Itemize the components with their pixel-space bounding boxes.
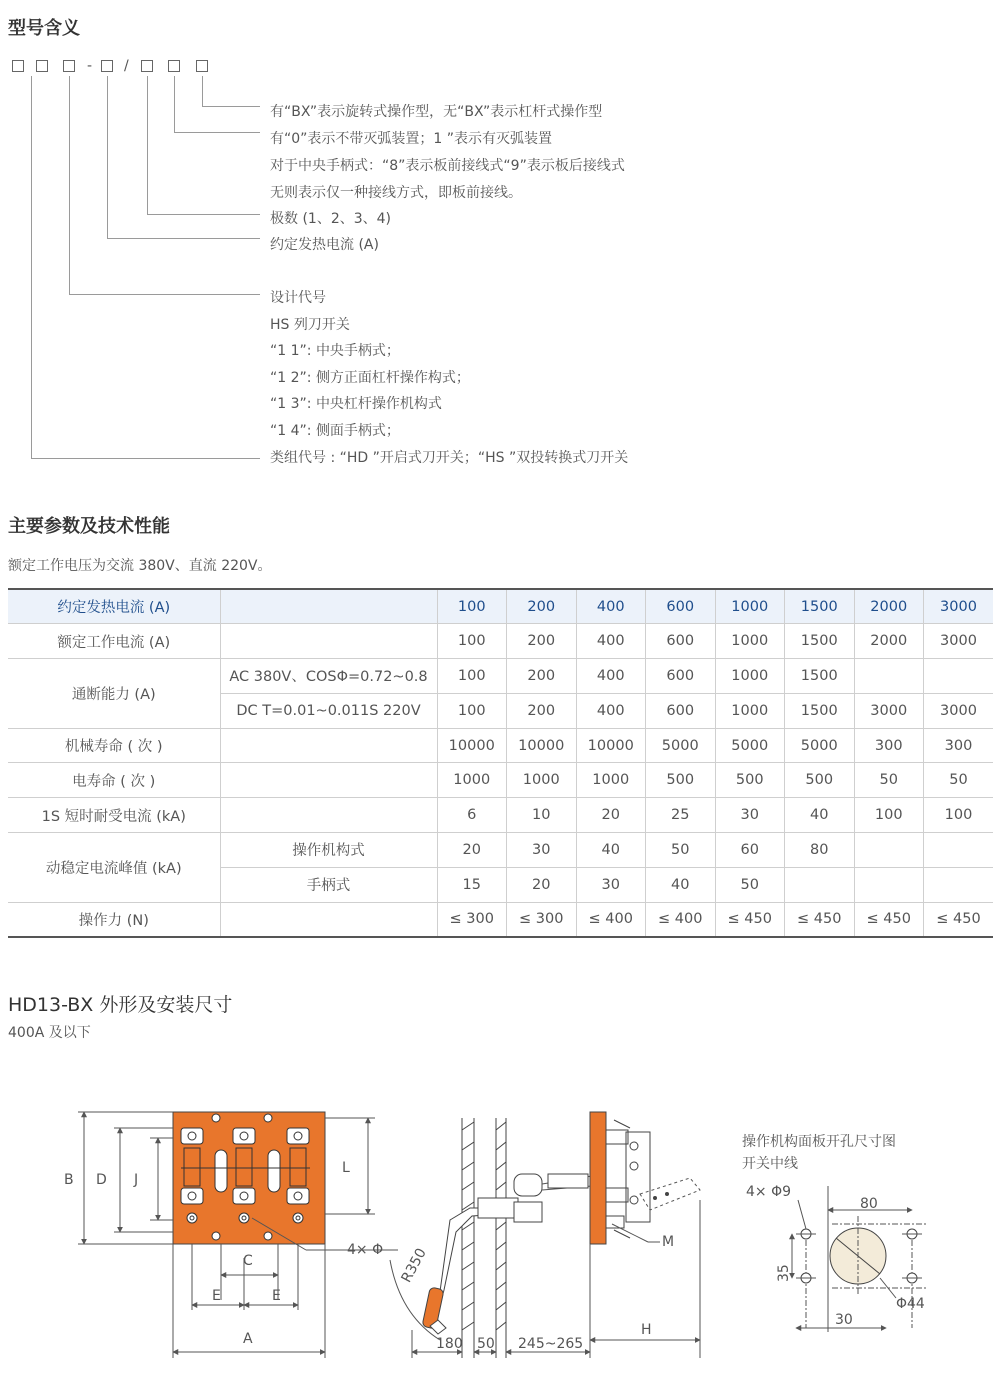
header-cell: 1000 xyxy=(715,589,785,624)
sub-label: 手柄式 xyxy=(220,867,437,902)
section-title-parameters: 主要参数及技术性能 xyxy=(8,516,170,537)
header-cell: 1500 xyxy=(785,589,855,624)
table-row: DC T=0.01~0.011S 220V 100 200 400 600 1000 1500 3000 3000 xyxy=(8,693,993,728)
desc-poles: 极数 (1、2、3、4) xyxy=(270,211,392,227)
switch-centerline-label: 开关中线 xyxy=(742,1156,798,1172)
header-cell: 3000 xyxy=(924,589,994,624)
dim-d-label: D xyxy=(96,1172,107,1188)
code-box xyxy=(63,60,75,72)
table-header-row xyxy=(8,589,993,624)
section-title-dimensions: HD13-BX 外形及安装尺寸 xyxy=(8,994,233,1016)
header-label: 约定发热电流 (A) xyxy=(8,589,220,624)
dim-180-label: 180 xyxy=(436,1336,463,1352)
code-box xyxy=(12,60,24,72)
code-slash: / xyxy=(124,58,129,74)
row-label: 1S 短时耐受电流 (kA) xyxy=(8,798,220,833)
table-row: 通断能力 (A) AC 380V、COSΦ=0.72~0.8 100 200 400 600 1000 1500 xyxy=(8,659,993,694)
side-base-plate xyxy=(590,1112,606,1244)
code-box xyxy=(141,60,153,72)
front-view xyxy=(64,1112,398,1358)
row-label: 通断能力 (A) xyxy=(8,659,220,729)
row-label: 机械寿命 ( 次 ) xyxy=(8,728,220,763)
code-box xyxy=(168,60,180,72)
voltage-note: 额定工作电压为交流 380V、直流 220V。 xyxy=(8,558,272,574)
header-cell: 600 xyxy=(646,589,716,624)
dimensions-subtitle: 400A 及以下 xyxy=(8,1025,91,1041)
header-cell: 100 xyxy=(437,589,507,624)
desc-wiring-default: 无则表示仅一种接线方式，即板前接线。 xyxy=(270,185,522,201)
dim-l-label: L xyxy=(342,1160,350,1176)
dim-e-label: E xyxy=(212,1288,221,1304)
section-title-model-meaning: 型号含义 xyxy=(8,18,80,39)
desc-11: “1 1”: 中央手柄式； xyxy=(270,343,400,359)
header-cell: 2000 xyxy=(854,589,924,624)
table-row: 操作力 (N) ≤ 300 ≤ 300 ≤ 400 ≤ 400 ≤ 450 ≤ 450 ≤ 450 ≤ 450 xyxy=(8,902,993,937)
header-cell: 400 xyxy=(576,589,646,624)
dim-r350-label: R350 xyxy=(398,1245,430,1286)
dim-h-label: H xyxy=(641,1322,652,1338)
row-label: 额定工作电流 (A) xyxy=(8,624,220,659)
code-box xyxy=(196,60,208,72)
code-box xyxy=(36,60,48,72)
dim-35-label: 35 xyxy=(776,1264,792,1282)
dim-c-label: C xyxy=(243,1253,253,1269)
table-row: 1S 短时耐受电流 (kA) 6 10 20 25 30 40 100 100 xyxy=(8,798,993,833)
code-dash: - xyxy=(87,58,93,74)
dim-80-label: 80 xyxy=(860,1196,878,1212)
dim-b-label: B xyxy=(64,1172,74,1188)
dim-m-label: M xyxy=(662,1234,675,1250)
table-row: 动稳定电流峰值 (kA) 操作机构式 20 30 40 50 60 80 xyxy=(8,833,993,868)
sub-label: 操作机构式 xyxy=(220,833,437,868)
dim-245-265-label: 245~265 xyxy=(518,1336,584,1352)
desc-design-code: 设计代号 xyxy=(270,290,326,306)
table-row: 额定工作电流 (A) 100 200 400 600 1000 1500 2000 3000 xyxy=(8,624,993,659)
dimension-drawing xyxy=(0,1090,1000,1370)
desc-wiring: 对于中央手柄式：“8”表示板前接线式“9”表示板后接线式 xyxy=(270,158,625,174)
dim-30-label: 30 xyxy=(835,1312,853,1328)
table-row: 手柄式 15 20 30 40 50 xyxy=(8,867,993,902)
desc-14: “1 4”: 侧面手柄式； xyxy=(270,423,400,439)
sub-label: AC 380V、COSΦ=0.72~0.8 xyxy=(220,659,437,694)
table-row: 电寿命 ( 次 ) 1000 1000 1000 500 500 500 50 50 xyxy=(8,763,993,798)
holes-label: 4× Φ xyxy=(347,1242,384,1258)
panel-cutout-title: 操作机构面板开孔尺寸图 xyxy=(742,1134,896,1150)
desc-13: “1 3”: 中央杠杆操作机构式 xyxy=(270,396,442,412)
desc-arc: 有“0”表示不带灭弧装置；1 ”表示有灭弧装置 xyxy=(270,131,553,147)
desc-class-code: 类组代号 : “HD ”开启式刀开关；“HS ”双投转换式刀开关 xyxy=(270,450,629,466)
parameter-table xyxy=(8,588,993,938)
table-row: 机械寿命 ( 次 ) 10000 10000 10000 5000 5000 5000 300 300 xyxy=(8,728,993,763)
code-box xyxy=(101,60,113,72)
sub-label: DC T=0.01~0.011S 220V xyxy=(220,693,437,728)
desc-bx: 有“BX”表示旋转式操作型，无“BX”表示杠杆式操作型 xyxy=(270,104,603,120)
row-label: 电寿命 ( 次 ) xyxy=(8,763,220,798)
desc-current: 约定发热电流 (A) xyxy=(270,237,379,253)
row-label: 操作力 (N) xyxy=(8,902,220,937)
dim-phi44-label: Φ44 xyxy=(896,1296,925,1312)
dim-e-label: E xyxy=(272,1288,281,1304)
panel-cutout-view xyxy=(742,1133,926,1332)
dim-j-label: J xyxy=(134,1172,139,1188)
dim-a-label: A xyxy=(243,1331,253,1347)
header-cell: 200 xyxy=(507,589,577,624)
row-label: 动稳定电流峰值 (kA) xyxy=(8,833,220,903)
desc-12: “1 2”: 侧方正面杠杆操作构式； xyxy=(270,370,470,386)
panel-holes-label: 4× Φ9 xyxy=(746,1184,792,1200)
side-view xyxy=(390,1112,700,1358)
dim-50-label: 50 xyxy=(477,1336,495,1352)
desc-hs: HS 列刀开关 xyxy=(270,317,350,333)
